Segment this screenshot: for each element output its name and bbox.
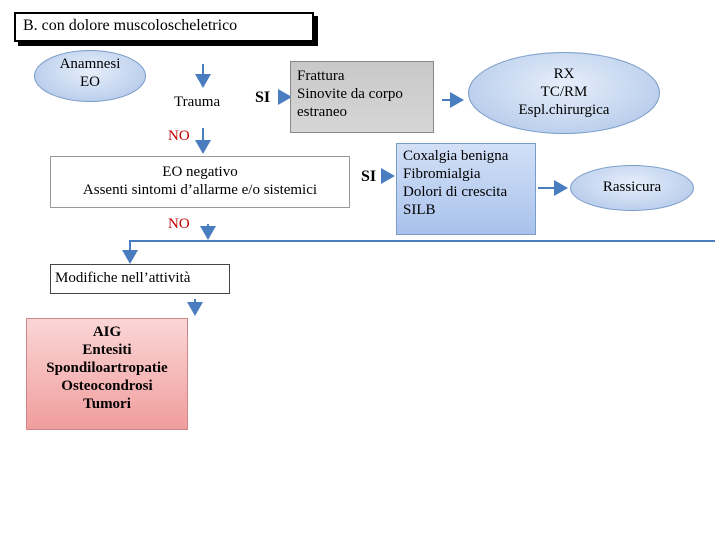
imaging-line-3: Espl.chirurgica [518,102,610,118]
modifiche-label: Modifiche nell’attività [55,270,191,286]
anamnesi-line-2: EO [80,74,100,90]
eo-negativo-line-2: Assenti sintomi d’allarme e/o sistemici [82,182,318,198]
node-rassicura [570,165,694,211]
node-trauma: Trauma [174,94,221,110]
anamnesi-line-1: Anamnesi [59,56,121,72]
frattura-line-1: Frattura [297,68,345,84]
aig-line-5: Tumori [83,396,131,412]
label-si-eo: SI [361,168,377,185]
diagram-title: B. con dolore muscoloscheletrico [14,12,314,42]
line-horizontal-no [130,241,715,258]
coxalgia-line-1: Coxalgia benigna [403,148,509,164]
node-imaging [468,52,660,134]
node-coxalgia [396,143,536,235]
node-modifiche [50,264,230,294]
node-frattura [290,61,434,133]
label-no-2: NO [168,216,190,232]
node-anamnesi [34,50,146,102]
node-aig [26,318,188,430]
aig-line-3: Spondiloartropatie [46,360,168,376]
coxalgia-line-2: Fibromialgia [403,166,481,182]
aig-line-2: Entesiti [82,342,132,358]
label-si-trauma: SI [255,89,271,106]
coxalgia-line-3: Dolori di crescita [403,184,508,200]
aig-line-4: Osteocondrosi [61,378,153,394]
label-no-1: NO [168,128,190,144]
frattura-line-2: Sinovite da corpo [297,86,403,102]
eo-negativo-line-1: EO negativo [162,164,238,180]
rassicura-label: Rassicura [602,179,662,195]
imaging-line-1: RX [553,66,575,82]
imaging-line-2: TC/RM [540,84,588,100]
coxalgia-line-4: SILB [403,202,436,218]
node-eo-negativo [50,156,350,208]
frattura-line-3: estraneo [297,104,347,120]
aig-line-1: AIG [92,324,122,340]
